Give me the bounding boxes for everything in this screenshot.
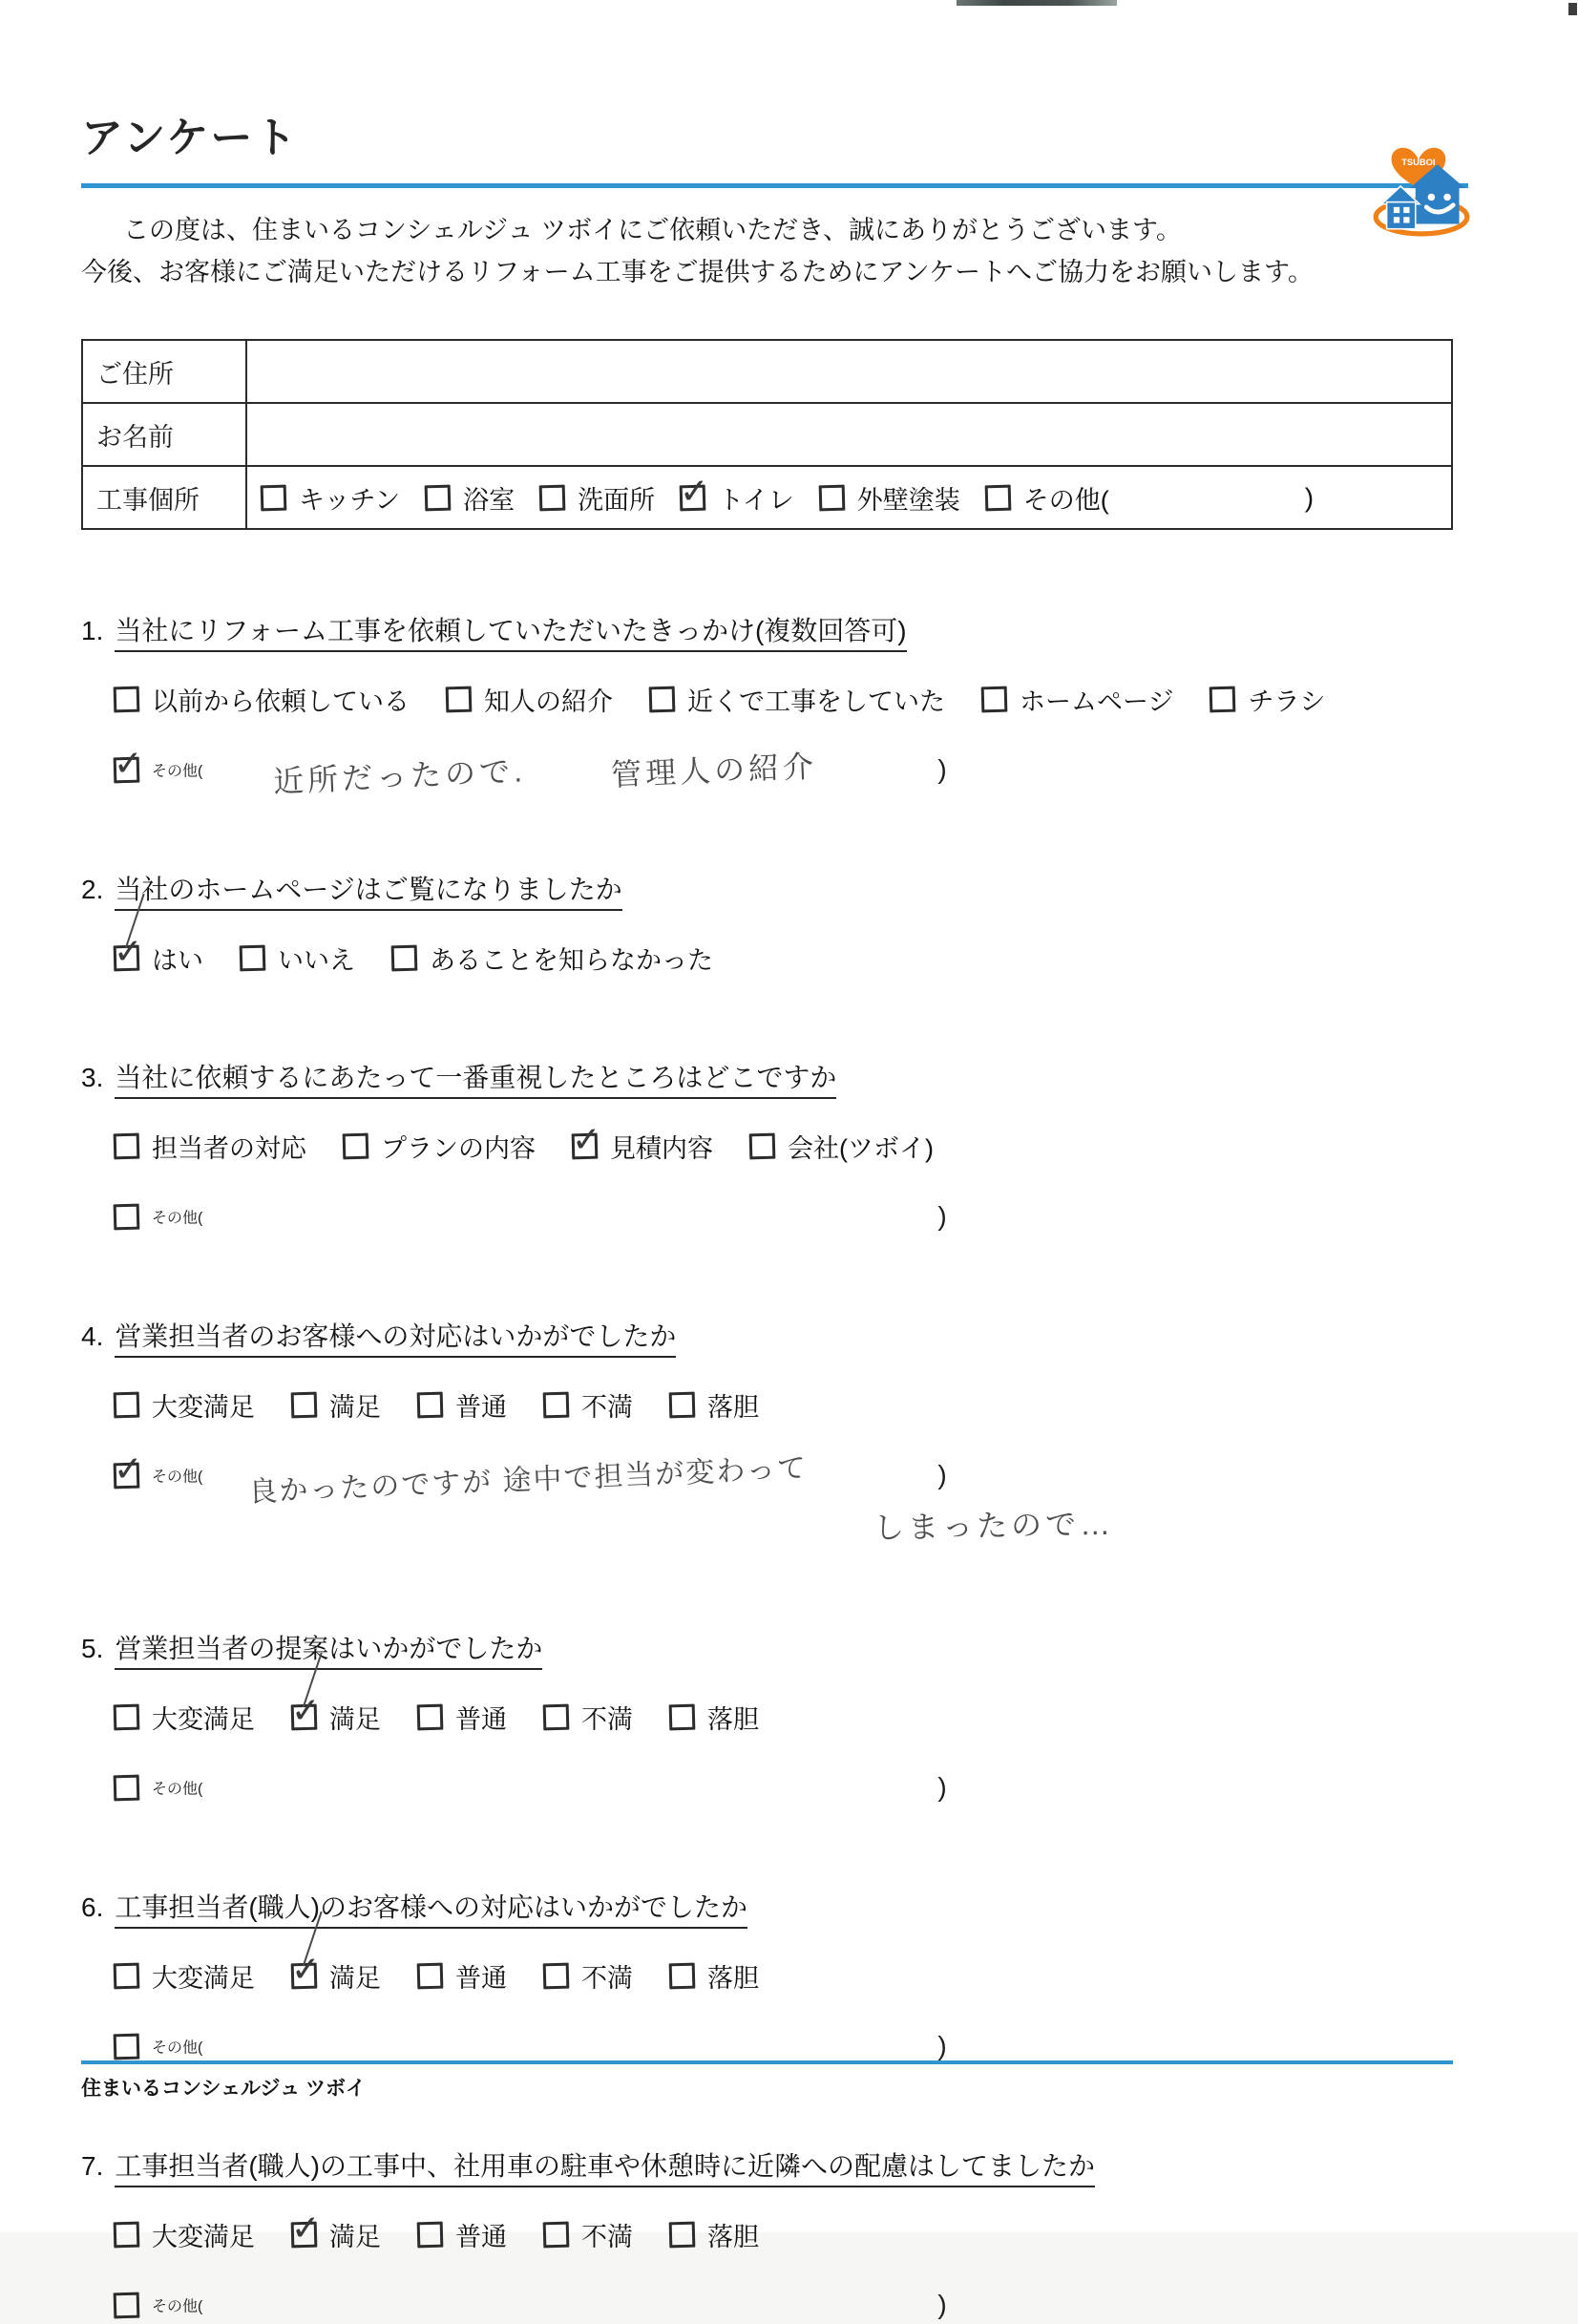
option-row xyxy=(113,931,1578,977)
question-title: 工事担当者(職人)のお客様への対応はいかがでしたか xyxy=(115,1892,747,1929)
option-label: プランの内容 xyxy=(381,1134,536,1163)
option-label: 大変満足 xyxy=(152,2223,255,2251)
checkbox[interactable] xyxy=(417,1704,444,1731)
checkbox[interactable] xyxy=(343,1133,369,1160)
option-row xyxy=(114,1690,1578,1736)
checkbox[interactable] xyxy=(114,2222,140,2249)
write-in-area[interactable] xyxy=(1109,483,1305,512)
write-in-area[interactable] xyxy=(202,1768,937,1806)
survey-option xyxy=(417,1699,507,1736)
survey-option xyxy=(669,1957,759,1995)
survey-option xyxy=(417,1386,507,1424)
survey-option xyxy=(114,1699,255,1736)
question-block-7 xyxy=(81,2145,1578,2324)
close-paren: ) xyxy=(937,1201,947,1231)
question-block-1 xyxy=(81,610,1578,799)
option-label: 近くで工事をしていた xyxy=(687,687,945,716)
question-heading xyxy=(81,1316,1578,1354)
option-label: チラシ xyxy=(1248,687,1326,716)
option-label: 落胆 xyxy=(707,1964,759,1993)
other-option-row xyxy=(114,1768,1578,1806)
option-label: 担当者の対応 xyxy=(152,1134,306,1163)
check-mark-icon: ✓ xyxy=(113,1448,144,1489)
checkbox[interactable] xyxy=(669,1963,696,1990)
question-block-5 xyxy=(81,1628,1578,1806)
checkbox[interactable] xyxy=(417,2222,444,2249)
option-label: 会社(ツボイ) xyxy=(788,1134,934,1163)
address-label: ご住所 xyxy=(82,340,246,403)
handwriting-text: 良かったのですが 途中で担当が変わって xyxy=(248,1452,809,1509)
check-mark-icon: ✓ xyxy=(113,743,144,783)
question-title: 営業担当者のお客様への対応はいかがでしたか xyxy=(115,1321,676,1358)
checkbox[interactable] xyxy=(543,2222,570,2249)
option-label: ホームページ xyxy=(1020,687,1174,716)
option-label: 大変満足 xyxy=(152,1393,255,1422)
option-label: 落胆 xyxy=(707,2223,759,2251)
question-block-2 xyxy=(81,869,1578,977)
option-label: 以前から依頼している xyxy=(152,687,410,716)
option-label: 知人の紹介 xyxy=(484,687,613,716)
checkbox[interactable] xyxy=(290,1690,322,1731)
checkbox[interactable] xyxy=(114,1704,140,1731)
survey-option xyxy=(114,681,410,718)
intro-line-1: この度は、住まいるコンシェルジュ ツボイにご依頼いただき、誠にありがとうございます。 xyxy=(123,216,1182,244)
logo-eye-left xyxy=(1428,194,1435,201)
other-option-row xyxy=(113,1448,1578,1509)
survey-option xyxy=(669,1386,759,1424)
survey-option xyxy=(417,1957,507,1995)
checkbox[interactable] xyxy=(113,1448,144,1489)
name-input-area[interactable] xyxy=(246,403,1452,466)
other-option-row xyxy=(114,2286,1578,2324)
close-paren: ) xyxy=(937,1772,947,1802)
survey-option xyxy=(114,1386,255,1424)
checkbox[interactable] xyxy=(114,687,140,713)
check-mark-icon: ✓ xyxy=(290,1949,322,1990)
other-label: その他( xyxy=(152,2298,203,2315)
survey-option xyxy=(240,940,355,977)
survey-option xyxy=(571,1119,713,1165)
option-row xyxy=(114,681,1578,718)
other-label: その他( xyxy=(152,1781,203,1798)
write-in-area[interactable] xyxy=(202,1197,937,1236)
survey-option xyxy=(539,479,655,517)
checkbox[interactable] xyxy=(417,1963,444,1990)
checkbox[interactable] xyxy=(981,687,1008,713)
checkbox[interactable] xyxy=(984,484,1011,511)
checkbox[interactable] xyxy=(649,687,676,713)
question-number: 7. xyxy=(81,2151,104,2181)
other-label: その他( xyxy=(152,1210,203,1227)
check-mark-icon: ✓ xyxy=(290,1690,322,1731)
option-label: 不満 xyxy=(581,1705,633,1734)
option-label: 大変満足 xyxy=(152,1705,255,1734)
survey-option xyxy=(543,1386,633,1424)
checkbox[interactable] xyxy=(114,2033,140,2060)
handwriting-text: しまったので… xyxy=(873,1506,1115,1546)
customer-info-table xyxy=(81,339,1453,530)
survey-option xyxy=(113,931,203,977)
question-number: 5. xyxy=(81,1634,104,1663)
survey-option xyxy=(290,2208,381,2253)
option-row xyxy=(114,1949,1578,1995)
table-row-worksite xyxy=(82,466,1452,529)
option-label: 普通 xyxy=(455,2223,507,2251)
option-label: 落胆 xyxy=(707,1705,759,1734)
other-label: その他( xyxy=(152,2039,203,2057)
question-block-4 xyxy=(81,1316,1578,1548)
checkbox[interactable] xyxy=(818,484,845,511)
checkbox[interactable] xyxy=(290,2208,322,2249)
checkbox[interactable] xyxy=(391,945,418,972)
check-mark-icon: ✓ xyxy=(113,931,144,972)
page-title: アンケート xyxy=(81,115,299,161)
survey-option xyxy=(290,1690,381,1736)
other-label: その他( xyxy=(1022,485,1109,515)
worksite-options-cell xyxy=(246,466,1452,529)
survey-option xyxy=(543,1957,633,1995)
question-heading xyxy=(81,869,1578,907)
question-title: 当社に依頼するにあたって一番重視したところはどこですか xyxy=(115,1063,836,1099)
checkbox[interactable] xyxy=(543,1963,570,1990)
question-heading xyxy=(81,610,1578,648)
option-row xyxy=(114,1119,1578,1165)
checkbox[interactable] xyxy=(571,1119,602,1160)
other-label: その他( xyxy=(152,1468,203,1486)
checkbox[interactable] xyxy=(114,1203,140,1230)
option-label: 普通 xyxy=(455,1393,507,1422)
checkbox[interactable] xyxy=(543,1392,570,1419)
question-number: 1. xyxy=(81,616,104,645)
option-row xyxy=(114,2208,1578,2253)
checkbox[interactable] xyxy=(113,743,144,783)
check-mark-icon: ✓ xyxy=(571,1119,602,1160)
close-paren: ) xyxy=(1304,482,1315,512)
survey-option xyxy=(114,1128,306,1165)
write-in-area[interactable] xyxy=(202,749,937,799)
option-label: 外壁塗装 xyxy=(856,485,960,515)
checkbox[interactable] xyxy=(290,1949,322,1990)
option-label: 満足 xyxy=(329,1393,381,1422)
survey-option xyxy=(1210,681,1325,718)
checkbox[interactable] xyxy=(261,484,287,511)
option-label: 洗面所 xyxy=(578,485,656,515)
worksite-label: 工事個所 xyxy=(82,466,246,529)
checkbox[interactable] xyxy=(539,484,566,511)
question-heading xyxy=(81,1057,1578,1095)
logo-eye-right xyxy=(1443,194,1450,201)
checkbox[interactable] xyxy=(240,945,266,972)
company-name: 住まいるコンシェルジュ ツボイ xyxy=(81,2078,366,2100)
survey-option xyxy=(425,479,515,517)
survey-option xyxy=(543,2216,633,2253)
checkbox[interactable] xyxy=(114,1963,140,1990)
checkbox[interactable] xyxy=(679,471,710,511)
survey-option xyxy=(981,681,1173,718)
checkbox[interactable] xyxy=(669,1704,696,1731)
other-option-row xyxy=(113,743,1578,799)
scan-artifact-strip xyxy=(957,0,1117,6)
checkbox[interactable] xyxy=(749,1133,776,1160)
option-label: 浴室 xyxy=(463,485,515,515)
option-label: いいえ xyxy=(278,946,355,975)
survey-option xyxy=(114,1957,255,1995)
survey-option xyxy=(290,1949,381,1995)
intro-line-2: 今後、お客様にご満足いただけるリフォーム工事をご提供するためにアンケートへご協力をお願いします。 xyxy=(81,258,1314,286)
option-label: 満足 xyxy=(329,1705,381,1734)
other-option-row xyxy=(114,1197,1578,1236)
question-title: 営業担当者の提案はいかがでしたか xyxy=(115,1634,542,1670)
name-label: お名前 xyxy=(82,403,246,466)
checkbox[interactable] xyxy=(417,1392,444,1419)
checkbox[interactable] xyxy=(114,1133,140,1160)
tsuboi-logo xyxy=(1372,134,1471,239)
write-in-area[interactable] xyxy=(202,2286,937,2324)
other-label: その他( xyxy=(152,763,203,780)
handwriting-overflow xyxy=(873,1502,1578,1548)
checkbox[interactable] xyxy=(114,1774,140,1801)
title-block xyxy=(81,0,1468,188)
question-title: 当社にリフォーム工事を依頼していただいたきっかけ(複数回答可) xyxy=(115,616,906,652)
checkbox[interactable] xyxy=(669,1392,696,1419)
close-paren: ) xyxy=(937,754,947,784)
survey-option xyxy=(669,2216,759,2253)
checkbox[interactable] xyxy=(1210,687,1236,713)
option-label: 不満 xyxy=(581,1964,633,1993)
survey-option xyxy=(749,1128,934,1165)
survey-option xyxy=(291,1386,381,1424)
option-label: 落胆 xyxy=(707,1393,759,1422)
survey-option xyxy=(669,1699,759,1736)
check-mark-icon: ✓ xyxy=(290,2208,322,2249)
question-block-3 xyxy=(81,1057,1578,1236)
write-in-area[interactable] xyxy=(202,2027,937,2065)
close-paren: ) xyxy=(937,2031,947,2060)
handwriting-text: 近所だったので. xyxy=(272,753,527,799)
page-footer xyxy=(81,2060,1453,2102)
question-number: 3. xyxy=(81,1063,104,1092)
checkbox[interactable] xyxy=(543,1704,570,1731)
survey-option xyxy=(649,681,945,718)
close-paren: ) xyxy=(937,1460,947,1489)
survey-option xyxy=(543,1699,633,1736)
survey-option xyxy=(417,2216,507,2253)
checkbox[interactable] xyxy=(113,931,144,972)
option-label: 満足 xyxy=(329,1964,381,1993)
checkbox[interactable] xyxy=(425,484,452,511)
option-label: はい xyxy=(152,946,203,975)
option-label: あることを知らなかった xyxy=(430,946,713,975)
survey-option xyxy=(343,1128,536,1165)
question-heading xyxy=(81,1887,1578,1925)
question-title: 当社のホームページはご覧になりましたか xyxy=(115,875,621,911)
option-label: 満足 xyxy=(329,2223,381,2251)
option-label: 見積内容 xyxy=(610,1134,713,1163)
check-mark-icon: ✓ xyxy=(679,471,710,511)
table-row-name xyxy=(82,403,1452,466)
table-row-address xyxy=(82,340,1452,403)
scan-artifact-dot xyxy=(1568,3,1577,15)
handwriting-text: 管理人の紹介 xyxy=(610,749,819,792)
survey-option xyxy=(679,471,794,517)
write-in-area[interactable] xyxy=(202,1452,937,1509)
option-label: 不満 xyxy=(581,2223,633,2251)
option-row xyxy=(114,1386,1578,1424)
checkbox[interactable] xyxy=(114,1392,140,1419)
checkbox[interactable] xyxy=(446,687,473,713)
worksite-other-option xyxy=(985,479,1314,517)
option-label: 普通 xyxy=(455,1964,507,1993)
question-block-6 xyxy=(81,1887,1578,2065)
question-number: 6. xyxy=(81,1892,104,1922)
question-title: 工事担当者(職人)の工事中、社用車の駐車や休憩時に近隣への配慮はしてましたか xyxy=(115,2151,1095,2187)
question-number: 4. xyxy=(81,1321,104,1351)
checkbox[interactable] xyxy=(114,2292,140,2318)
option-label: 不満 xyxy=(581,1393,633,1422)
question-heading xyxy=(81,1628,1578,1666)
option-label: 大変満足 xyxy=(152,1964,255,1993)
option-label: キッチン xyxy=(299,485,401,515)
logo-text: TSUBOI xyxy=(1401,158,1436,168)
survey-option xyxy=(446,681,613,718)
logo-small-house-body xyxy=(1387,202,1416,229)
option-label: 普通 xyxy=(455,1705,507,1734)
checkbox[interactable] xyxy=(291,1392,318,1419)
close-paren: ) xyxy=(937,2290,947,2319)
other-option-row xyxy=(114,2027,1578,2065)
question-heading xyxy=(81,2145,1578,2184)
survey-option xyxy=(114,2216,255,2253)
address-input-area[interactable] xyxy=(246,340,1452,403)
option-label: トイレ xyxy=(718,485,794,515)
survey-option xyxy=(819,479,960,517)
checkbox[interactable] xyxy=(669,2222,696,2249)
survey-option xyxy=(261,479,400,517)
survey-option xyxy=(391,940,713,977)
question-number: 2. xyxy=(81,875,104,904)
